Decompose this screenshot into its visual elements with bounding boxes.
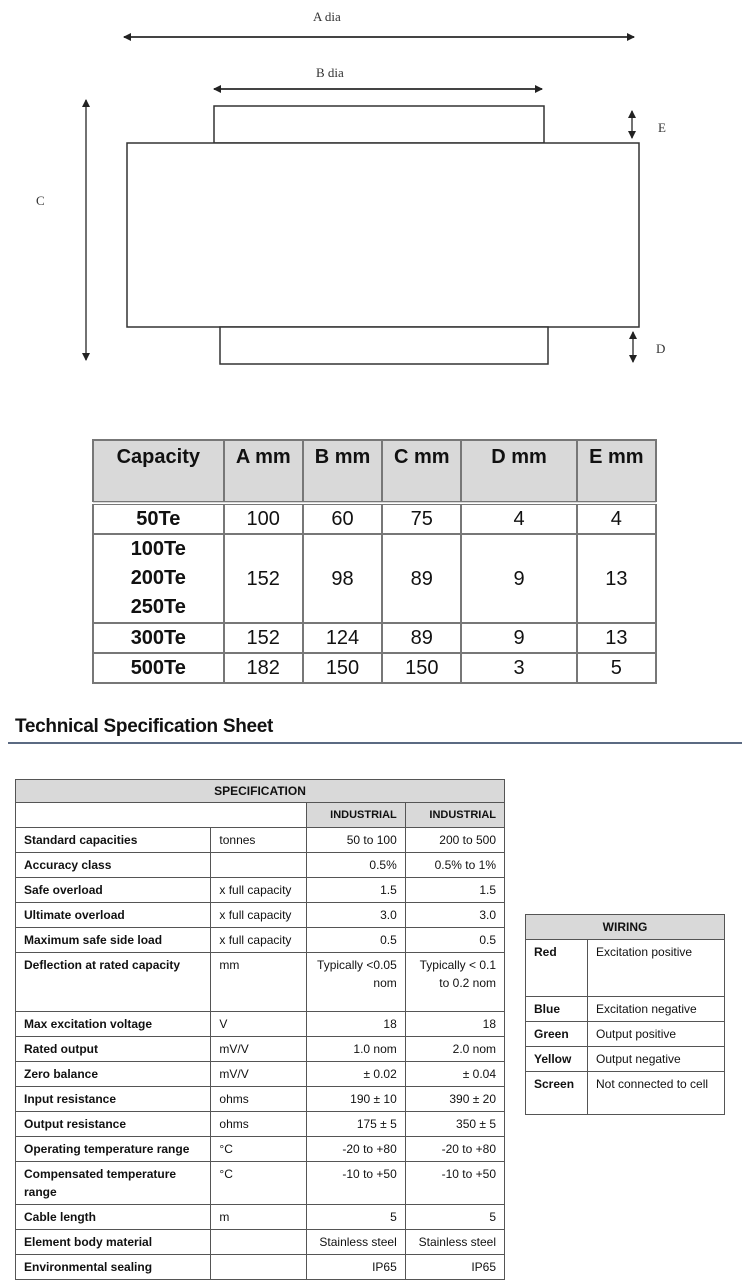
capacity-value: 250Te: [130, 596, 186, 618]
dimensions-row: [93, 653, 656, 683]
spec-row: [16, 953, 505, 1012]
wire-function: Output negative: [588, 1047, 725, 1072]
c-mm-cell: 89: [382, 623, 461, 653]
spec-unit: x full capacity: [211, 903, 306, 928]
spec-row: [16, 1062, 505, 1087]
wire-color: Yellow: [526, 1047, 588, 1072]
c-mm-cell: 75: [382, 503, 461, 534]
wire-color: Red: [526, 940, 588, 997]
spec-value-industrial-1: 190 ± 10: [306, 1087, 405, 1112]
industrial-header-1: INDUSTRIAL: [306, 803, 405, 828]
spec-parameter: Accuracy class: [16, 853, 211, 878]
capacity-value: 300Te: [130, 627, 186, 649]
spec-value-industrial-1: 0.5: [306, 928, 405, 953]
spec-row: [16, 828, 505, 853]
spec-value-industrial-2: 0.5: [405, 928, 504, 953]
spec-parameter: Compensated temperature range: [16, 1162, 211, 1205]
spec-parameter: Deflection at rated capacity: [16, 953, 211, 1012]
spec-value-industrial-1: Stainless steel: [306, 1230, 405, 1255]
spec-parameter: Environmental sealing: [16, 1255, 211, 1280]
spec-value-industrial-1: -20 to +80: [306, 1137, 405, 1162]
capacity-cell: [93, 653, 224, 683]
spec-value-industrial-1: 18: [306, 1012, 405, 1037]
dimensions-row: [93, 623, 656, 653]
spec-value-industrial-2: 200 to 500: [405, 828, 504, 853]
spec-value-industrial-2: 2.0 nom: [405, 1037, 504, 1062]
section-title: Technical Specification Sheet: [15, 716, 274, 737]
spec-parameter: Output resistance: [16, 1112, 211, 1137]
wiring-row: [526, 1072, 725, 1115]
b-dia-label: B dia: [316, 65, 344, 80]
spec-unit: ohms: [211, 1112, 306, 1137]
header-b-mm: B mm: [303, 440, 382, 503]
spec-unit: °C: [211, 1137, 306, 1162]
spec-unit: mV/V: [211, 1037, 306, 1062]
spec-value-industrial-1: 1.0 nom: [306, 1037, 405, 1062]
b-mm-cell: 60: [303, 503, 382, 534]
spec-row: [16, 1012, 505, 1037]
b-mm-cell: 124: [303, 623, 382, 653]
specification-table: [15, 779, 505, 1280]
spec-row: [16, 853, 505, 878]
spec-value-industrial-1: IP65: [306, 1255, 405, 1280]
spec-row: [16, 878, 505, 903]
spec-parameter: Zero balance: [16, 1062, 211, 1087]
a-mm-cell: 152: [224, 534, 303, 623]
d-mm-cell: 9: [461, 623, 576, 653]
dimensions-table: [92, 439, 657, 684]
e-mm-cell: 13: [577, 623, 656, 653]
spec-value-industrial-2: 0.5% to 1%: [405, 853, 504, 878]
spec-parameter: Rated output: [16, 1037, 211, 1062]
d-mm-cell: 9: [461, 534, 576, 623]
capacity-value: 200Te: [130, 567, 186, 589]
spec-value-industrial-1: 175 ± 5: [306, 1112, 405, 1137]
load-cell-dimension-diagram: [0, 0, 750, 400]
spec-row: [16, 1037, 505, 1062]
spec-value-industrial-2: ± 0.04: [405, 1062, 504, 1087]
c-mm-cell: 89: [382, 534, 461, 623]
spec-parameter: Maximum safe side load: [16, 928, 211, 953]
top-cap-shape: [214, 106, 544, 143]
spec-value-industrial-1: -10 to +50: [306, 1162, 405, 1205]
spec-unit: ohms: [211, 1087, 306, 1112]
spec-value-industrial-2: 1.5: [405, 878, 504, 903]
d-mm-cell: 4: [461, 503, 576, 534]
e-mm-cell: 5: [577, 653, 656, 683]
capacity-cell: [93, 534, 224, 623]
section-divider: [8, 742, 742, 744]
spec-row: [16, 1162, 505, 1205]
spec-row: [16, 928, 505, 953]
spec-value-industrial-2: -20 to +80: [405, 1137, 504, 1162]
diagram-drawing: [0, 0, 750, 400]
wiring-row: [526, 997, 725, 1022]
spec-parameter: Cable length: [16, 1205, 211, 1230]
spec-unit: mV/V: [211, 1062, 306, 1087]
a-mm-cell: 100: [224, 503, 303, 534]
c-label: C: [36, 193, 45, 208]
spec-parameter: Ultimate overload: [16, 903, 211, 928]
a-mm-cell: 152: [224, 623, 303, 653]
e-mm-cell: 13: [577, 534, 656, 623]
wiring-table: [525, 914, 725, 1115]
spec-row: [16, 1230, 505, 1255]
header-capacity: Capacity: [93, 440, 224, 503]
spec-value-industrial-2: 18: [405, 1012, 504, 1037]
spec-value-industrial-2: 3.0: [405, 903, 504, 928]
spec-value-industrial-2: Stainless steel: [405, 1230, 504, 1255]
spec-value-industrial-1: Typically <0.05 nom: [306, 953, 405, 1012]
d-label: D: [656, 341, 666, 356]
spec-value-industrial-1: 1.5: [306, 878, 405, 903]
spec-row: [16, 903, 505, 928]
spec-unit: tonnes: [211, 828, 306, 853]
spec-unit: x full capacity: [211, 928, 306, 953]
spec-unit: x full capacity: [211, 878, 306, 903]
spec-unit: m: [211, 1205, 306, 1230]
e-mm-cell: 4: [577, 503, 656, 534]
spec-unit: °C: [211, 1162, 306, 1205]
header-d-mm: D mm: [461, 440, 576, 503]
spec-row: [16, 1087, 505, 1112]
spec-row: [16, 1137, 505, 1162]
spec-parameter: Element body material: [16, 1230, 211, 1255]
d-mm-cell: 3: [461, 653, 576, 683]
dimensions-header-row: [93, 440, 656, 503]
capacity-value: 50Te: [136, 508, 181, 530]
dimensions-row: [93, 503, 656, 534]
spec-unit: [211, 853, 306, 878]
spec-unit: mm: [211, 953, 306, 1012]
spec-unit: [211, 1255, 306, 1280]
wiring-row: [526, 1022, 725, 1047]
wire-function: Excitation negative: [588, 997, 725, 1022]
capacity-value: 100Te: [130, 538, 186, 560]
dimensions-row: [93, 534, 656, 623]
header-a-mm: A mm: [224, 440, 303, 503]
capacity-cell: [93, 503, 224, 534]
spec-value-industrial-1: ± 0.02: [306, 1062, 405, 1087]
bottom-cap-shape: [220, 327, 548, 364]
wiring-title: WIRING: [526, 915, 725, 940]
capacity-cell: [93, 623, 224, 653]
spec-parameter: Input resistance: [16, 1087, 211, 1112]
spec-blank-header: [16, 803, 307, 828]
spec-value-industrial-2: -10 to +50: [405, 1162, 504, 1205]
industrial-header-2: INDUSTRIAL: [405, 803, 504, 828]
spec-value-industrial-2: Typically < 0.1 to 0.2 nom: [405, 953, 504, 1012]
spec-value-industrial-1: 50 to 100: [306, 828, 405, 853]
wire-color: Screen: [526, 1072, 588, 1115]
spec-unit: V: [211, 1012, 306, 1037]
spec-parameter: Max excitation voltage: [16, 1012, 211, 1037]
spec-parameter: Operating temperature range: [16, 1137, 211, 1162]
spec-row: [16, 1112, 505, 1137]
wire-function: Output positive: [588, 1022, 725, 1047]
wire-function: Not connected to cell: [588, 1072, 725, 1115]
spec-unit: [211, 1230, 306, 1255]
spec-row: [16, 1255, 505, 1280]
spec-value-industrial-2: 350 ± 5: [405, 1112, 504, 1137]
e-label: E: [658, 120, 666, 135]
header-c-mm: C mm: [382, 440, 461, 503]
a-dia-label: A dia: [313, 9, 341, 24]
specification-title: SPECIFICATION: [16, 780, 505, 803]
a-mm-cell: 182: [224, 653, 303, 683]
spec-parameter: Standard capacities: [16, 828, 211, 853]
b-mm-cell: 150: [303, 653, 382, 683]
spec-value-industrial-1: 5: [306, 1205, 405, 1230]
spec-value-industrial-1: 3.0: [306, 903, 405, 928]
body-shape: [127, 143, 639, 327]
spec-value-industrial-2: 390 ± 20: [405, 1087, 504, 1112]
header-e-mm: E mm: [577, 440, 656, 503]
spec-value-industrial-2: IP65: [405, 1255, 504, 1280]
c-mm-cell: 150: [382, 653, 461, 683]
b-mm-cell: 98: [303, 534, 382, 623]
wiring-row: [526, 940, 725, 997]
spec-parameter: Safe overload: [16, 878, 211, 903]
wiring-row: [526, 1047, 725, 1072]
wire-color: Green: [526, 1022, 588, 1047]
spec-value-industrial-1: 0.5%: [306, 853, 405, 878]
wire-color: Blue: [526, 997, 588, 1022]
capacity-value: 500Te: [130, 657, 186, 679]
spec-value-industrial-2: 5: [405, 1205, 504, 1230]
spec-row: [16, 1205, 505, 1230]
wire-function: Excitation positive: [588, 940, 725, 997]
